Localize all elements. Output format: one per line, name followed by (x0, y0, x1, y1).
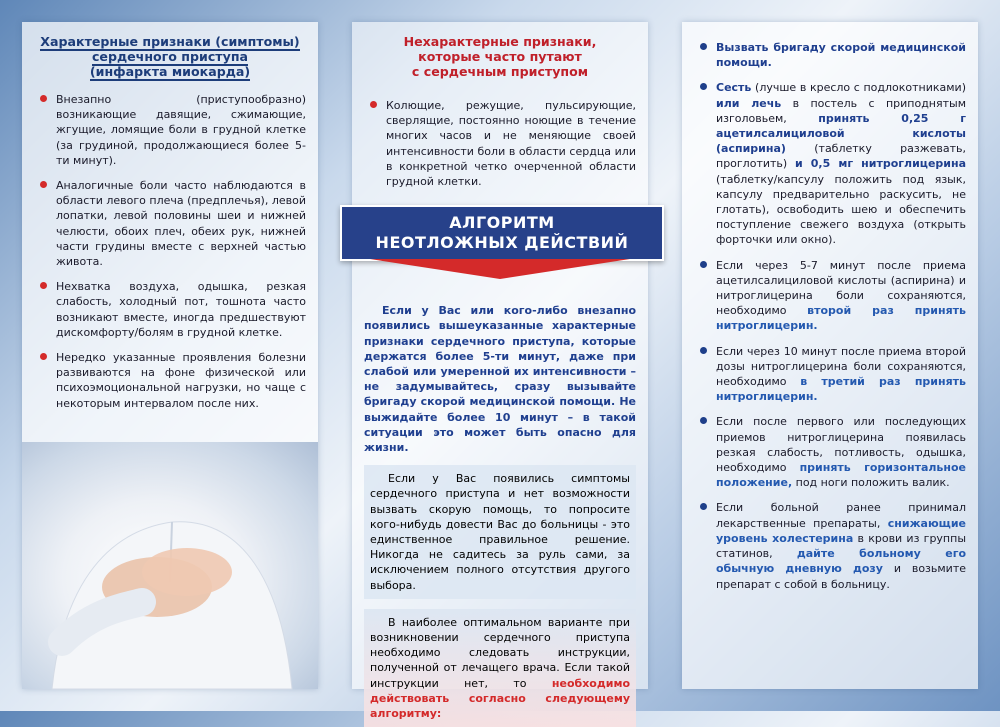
algorithm-banner: АЛГОРИТМ НЕОТЛОЖНЫХ ДЕЙСТВИЙ (340, 205, 664, 261)
no-ambulance-note: Если у Вас появились симптомы сердечного приступа и нет возможности вызвать скорую помощь, то попросите кого-нибудь довести Вас до больницы - это единственное правильное решение. Никогда не садитесь за руль сами, за исключением полного отсутствия другого выбора. (364, 465, 636, 599)
atypical-panel (352, 22, 648, 721)
instruction-note: В наиболее оптимальном варианте при возникновении сердечного приступа необходимо следовать инструкции, полученной от лечащего врача. Если такой инструкции нет, то необходимо действовать согласно следующему алгоритму: (364, 609, 636, 727)
banner-arrow-icon (370, 259, 630, 279)
symptom-item: Аналогичные боли часто наблюдаются в области левого плеча (предплечья), левой лопатки, левой половины шеи и нижней челюсти, обоих плеч, обеих рук, нижней части грудины вместе с верхней частью живота. (34, 178, 306, 269)
symptom-item: Внезапно (приступообразно) возникающие давящие, сжимающие, жгущие, ломящие боли в грудной клетке (за грудиной, продолжающиеся более 5-ти минут). (34, 92, 306, 168)
bullet-icon (40, 181, 47, 188)
bullet-icon (40, 353, 47, 360)
symptom-item: Нередко указанные проявления болезни развиваются на фоне физической или психоэмоциональной нагрузки, но чаще с некоторым интервалом после них. (34, 350, 306, 411)
action-item: Если после первого или последующих приемов нитроглицерина появилась резкая слабость, потливость, одышка, необходимо принять горизонтальное положение, под ноги положить валик. (694, 414, 966, 490)
symptoms-panel (22, 22, 318, 689)
algorithm-intro: Если у Вас или кого-либо внезапно появились вышеуказанные характерные признаки сердечного приступа, которые держатся более 5-ти минут, даже при слабой или умеренной их интенсивности – не задумывайтесь, сразу вызывайте бригаду скорой медицинской помощи. Не выжидайте более 10 минут – в такой ситуации это может быть опасно для жизни. (364, 304, 636, 455)
atypical-title: Нехарактерные признаки, которые часто путают с сердечным приступом (403, 34, 597, 79)
atypical-item: Колющие, режущие, пульсирующие, сверлящие, постоянно ноющие в течение многих часов и не меняющие своей интенсивности боли в области сердца или в конкретной четко очерченной области грудной клетки. (364, 98, 636, 189)
bullet-icon (700, 347, 707, 354)
action-item: Если через 10 минут после приема второй дозы нитроглицерина боли сохраняются, необходимо в третий раз принять нитроглицерин. (694, 344, 966, 405)
action-item: Вызвать бригаду скорой медицинской помощи. (694, 40, 966, 70)
bullet-icon (700, 261, 707, 268)
bullet-icon (40, 95, 47, 102)
action-item: Сесть (лучше в кресло с подлокотниками) или лечь в постель с приподнятым изголовьем, принять 0,25 г ацетилсалициловой кислоты (аспирина) (таблетку разжевать, проглотить) и 0,5 мг нитроглицерина (таблетку/капсулу положить под язык, капсулу предварительно раскусить, не глотать), освободить шею и обеспечить поступление свежего воздуха (открыть форточки или окно). (694, 80, 966, 247)
chest-pain-illustration (22, 442, 318, 689)
chest-pain-photo (22, 442, 318, 689)
action-item: Если больной ранее принимал лекарственные препараты, снижающие уровень холестерина в крови из группы статинов, дайте больному его обычную дневную дозу и возьмите препарат с собой в больницу. (694, 500, 966, 591)
symptoms-title: Характерные признаки (симптомы) сердечного приступа (инфаркта миокарда) (40, 34, 300, 79)
symptom-item: Нехватка воздуха, одышка, резкая слабость, холодный пот, тошнота часто возникают вместе, иногда предшествуют дискомфорту/болям в грудной клетке. (34, 279, 306, 340)
bullet-icon (700, 417, 707, 424)
bullet-icon (40, 282, 47, 289)
bullet-icon (700, 43, 707, 50)
actions-panel (682, 22, 978, 689)
bullet-icon (700, 503, 707, 510)
bullet-icon (370, 101, 377, 108)
bullet-icon (700, 83, 707, 90)
action-item: Если через 5-7 минут после приема ацетилсалициловой кислоты (аспирина) и нитроглицерина боли сохраняются, необходимо второй раз принять нитроглицерин. (694, 258, 966, 334)
